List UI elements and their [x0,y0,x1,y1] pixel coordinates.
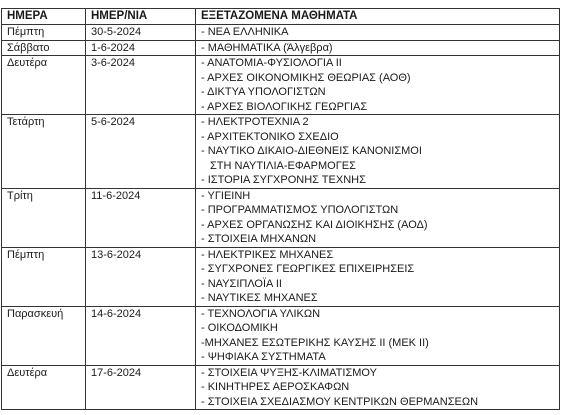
day-cell: Τετάρτη [2,115,86,189]
subject-item: - ΗΛΕΚΤΡΟΤΕΧΝΙΑ 2 [201,116,309,128]
subject-item: - ΣΤΟΙΧΕΙΑ ΣΧΕΔΙΑΣΜΟΥ ΚΕΝΤΡΙΚΩΝ ΘΕΡΜΑΝΣΕΩΝ [201,395,479,408]
subject-item: - ΣΤΟΙΧΕΙΑ ΨΥΞΗΣ-ΚΛΙΜΑΤΙΣΜΟΥ [201,366,377,379]
day-cell: Παρασκευή [2,306,86,365]
subject-item: - ΑΝΑΤΟΜΙΑ-ΦΥΣΙΟΛΟΓΙΑ ΙΙ [201,57,342,69]
subject-item: - ΨΗΦΙΑΚΑ ΣΥΣΤΗΜΑΤΑ [201,351,326,363]
header-day: ΗΜΕΡΑ [2,9,86,25]
day-cell: Σάββατο [2,40,86,56]
table-row [2,306,560,365]
date-cell: 13-6-2024 [86,247,196,306]
header-subjects: ΕΞΕΤΑΖΟΜΕΝΑ ΜΑΘΗΜΑΤΑ [196,9,560,25]
date-cell: 5-6-2024 [86,115,196,189]
subject-item: - ΤΕΧΝΟΛΟΓΙΑ ΥΛΙΚΩΝ [201,307,321,320]
subject-item: - ΚΙΝΗΤΗΡΕΣ ΑΕΡΟΣΚΑΦΩΝ [201,381,350,393]
subject-item: - ΝΑΥΤΙΚΟ ΔΙΚΑΙΟ-ΔΙΕΘΝΕΙΣ ΚΑΝΟΝΙΣΜΟΙ [201,145,422,157]
subject-item: - ΑΡΧΕΣ ΟΡΓΑΝΩΣΗΣ ΚΑΙ ΔΙΟΙΚΗΣΗΣ (ΑΟΔ) [201,218,428,231]
subject-item: - ΙΣΤΟΡΙΑ ΣΥΓΧΡΟΝΗΣ ΤΕΧΝΗΣ [201,174,366,186]
table-row [2,188,560,247]
date-cell: 3-6-2024 [86,56,196,115]
date-cell: 14-6-2024 [86,306,196,365]
table-row [2,25,560,41]
subject-item: -ΜΗΧΑΝΕΣ ΕΣΩΤΕΡΙΚΗΣ ΚΑΥΣΗΣ ΙΙ (ΜΕΚ ΙΙ) [201,336,429,349]
table-row [2,56,560,115]
subject-item: - ΣΥΓΧΡΟΝΕΣ ΓΕΩΡΓΙΚΕΣ ΕΠΙΧΕΙΡΗΣΕΙΣ [201,263,415,275]
exam-schedule-table [1,8,560,410]
day-cell: Δευτέρα [2,365,86,410]
subject-item: - ΝΑΥΤΙΚΕΣ ΜΗΧΑΝΕΣ [201,292,318,304]
subject-item: - ΑΡΧΕΣ ΟΙΚΟΝΟΜΙΚΗΣ ΘΕΩΡΙΑΣ (ΑΟΘ) [201,71,411,84]
subject-item: - ΑΡΧΕΣ ΒΙΟΛΟΓΙΚΗΣ ΓΕΩΡΓΙΑΣ [201,100,368,113]
subject-item: - ΝΕΑ ΕΛΛΗΝΙΚΑ [201,26,289,38]
date-cell: 11-6-2024 [86,188,196,247]
table-row [2,247,560,306]
subject-item: ΣΤΗ ΝΑΥΤΙΛΙΑ-ΕΦΑΡΜΟΓΕΣ [210,159,356,172]
subject-item: - ΠΡΟΓΡΑΜΜΑΤΙΣΜΟΣ ΥΠΟΛΟΓΙΣΤΩΝ [201,204,399,216]
table-row [2,40,560,56]
date-cell: 17-6-2024 [86,365,196,410]
subjects-cell [196,40,560,56]
table-header-row [2,9,560,25]
day-cell: Τρίτη [2,188,86,247]
subjects-cell [196,115,560,189]
subject-item: - ΜΑΘΗΜΑΤΙΚΑ (Άλγεβρα) [201,41,333,54]
table-row [2,115,560,189]
date-cell: 30-5-2024 [86,25,196,41]
day-cell: Δευτέρα [2,56,86,115]
subjects-cell [196,25,560,41]
subject-item: - ΝΑΥΣΙΠΛΟΪΑ ΙΙ [201,277,282,290]
subject-item: - ΗΛΕΚΤΡΙΚΕΣ ΜΗΧΑΝΕΣ [201,248,334,261]
subjects-cell [196,247,560,306]
table-body [2,25,560,410]
subjects-cell [196,306,560,365]
date-cell: 1-6-2024 [86,40,196,56]
subjects-cell [196,56,560,115]
header-date: ΗΜΕΡ/ΝΙΑ [86,9,196,25]
subject-item: - ΑΡΧΙΤΕΚΤΟΝΙΚΟ ΣΧΕΔΙΟ [201,130,339,143]
subject-item: - ΔΙΚΤΥΑ ΥΠΟΛΟΓΙΣΤΩΝ [201,86,326,98]
day-cell: Πέμπτη [2,247,86,306]
subjects-cell [196,188,560,247]
subject-item: - ΟΙΚΟΔΟΜΙΚΗ [201,322,278,334]
subjects-cell [196,365,560,410]
subject-item: - ΣΤΟΙΧΕΙΑ ΜΗΧΑΝΩΝ [201,233,317,245]
table-row [2,365,560,410]
day-cell: Πέμπτη [2,25,86,41]
subject-item: - ΥΓΙΕΙΝΗ [201,189,251,202]
